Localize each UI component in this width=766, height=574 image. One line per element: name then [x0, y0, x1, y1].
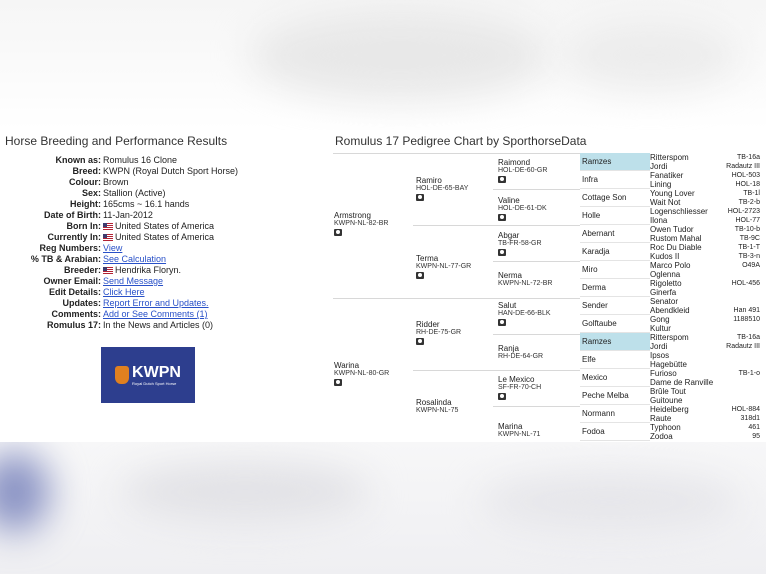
- pedigree-gen5-row: [650, 234, 760, 243]
- photo-icon[interactable]: [334, 229, 342, 236]
- pedigree-gen5-row: [650, 432, 760, 441]
- pedigree-gen4-cell[interactable]: Elfe: [580, 351, 650, 369]
- pedigree-gen5-row: [650, 270, 760, 279]
- info-row: [0, 309, 330, 320]
- info-label: Height:: [70, 199, 101, 209]
- info-link[interactable]: Send Message: [103, 276, 164, 286]
- info-value: United States of America: [115, 221, 215, 231]
- pedigree-gen5-row: [650, 198, 760, 207]
- info-label: Breeder:: [63, 265, 101, 275]
- pedigree-gen5-name[interactable]: Senator: [650, 297, 679, 306]
- info-label: Currently In:: [47, 232, 101, 242]
- info-label: Date of Birth:: [44, 210, 101, 220]
- pedigree-gen5-row: [650, 189, 760, 198]
- info-row: [0, 221, 330, 232]
- info-value-cell: [103, 265, 181, 276]
- blurred-background-bottom: [0, 442, 766, 574]
- pedigree-gen5-name[interactable]: Young Lover: [650, 189, 695, 198]
- pedigree-gen4-cell[interactable]: Normann: [580, 405, 650, 423]
- pedigree-horse-name[interactable]: Valine: [498, 196, 520, 205]
- pedigree-gen5-reg: O49A: [742, 262, 760, 269]
- pedigree-registration: TB-FR-58-GR: [498, 240, 542, 247]
- info-value-cell: [103, 155, 177, 166]
- info-value: Brown: [103, 177, 129, 187]
- divider-line: [493, 261, 580, 262]
- logo-text: KWPN: [132, 363, 181, 381]
- pedigree-gen4-cell[interactable]: Golftaube: [580, 315, 650, 333]
- pedigree-horse-name[interactable]: Terma: [416, 254, 439, 263]
- pedigree-gen5-reg: HOL-18: [735, 181, 760, 188]
- info-row: [0, 243, 330, 254]
- pedigree-gen5-row: [650, 288, 760, 297]
- pedigree-gen5-reg: HOL-2723: [727, 208, 760, 215]
- pedigree-gen5-name[interactable]: Brûle Tout: [650, 387, 686, 396]
- info-label: Edit Details:: [48, 287, 101, 297]
- pedigree-registration: KWPN-NL-75: [416, 407, 459, 414]
- blurred-background-top: [0, 0, 766, 130]
- pedigree-gen5-row: [650, 162, 760, 171]
- photo-icon[interactable]: [416, 194, 424, 201]
- pedigree-gen5-row: [650, 225, 760, 234]
- info-value-cell: [103, 188, 166, 199]
- pedigree-registration: HOL-DE-65-BAY: [416, 185, 469, 192]
- info-row: [0, 320, 330, 331]
- info-row: [0, 210, 330, 221]
- info-link[interactable]: View: [103, 243, 123, 253]
- pedigree-gen5-name[interactable]: Owen Tudor: [650, 225, 694, 234]
- pedigree-gen5-name[interactable]: Rustom Mahal: [650, 234, 702, 243]
- pedigree-gen5-row: [650, 315, 760, 324]
- info-label: Comments:: [51, 309, 101, 319]
- pedigree-gen5-row: [650, 351, 760, 360]
- pedigree-registration: SF-FR-70-CH: [498, 384, 542, 391]
- pedigree-gen5-reg: 318d1: [740, 415, 760, 422]
- pedigree-horse-name[interactable]: Le Mexico: [498, 375, 535, 384]
- pedigree-gen4-cell[interactable]: Holle: [580, 207, 650, 225]
- pedigree-gen5-reg: TB-1l: [743, 190, 760, 197]
- pedigree-gen5-reg: TB-1-o: [738, 370, 760, 377]
- logo-subtext: Royal Dutch Sport Horse: [132, 380, 177, 386]
- pedigree-gen5-row: [650, 297, 760, 306]
- info-value-cell: [103, 177, 129, 188]
- pedigree-registration: KWPN-NL-80-GR: [334, 370, 390, 377]
- info-value-cell: [103, 210, 153, 221]
- pedigree-gen4-cell[interactable]: Miro: [580, 261, 650, 279]
- pedigree-horse-name[interactable]: Rosalinda: [416, 398, 452, 407]
- pedigree-gen4-cell[interactable]: Cottage Son: [580, 189, 650, 207]
- screenshot-main: [0, 130, 766, 442]
- info-value: 165cms ~ 16.1 hands: [103, 199, 190, 209]
- pedigree-gen5-name[interactable]: Guitoune: [650, 396, 683, 405]
- lion-crest-icon: [115, 366, 129, 384]
- pedigree-gen5-reg: 95: [752, 433, 760, 440]
- photo-icon[interactable]: [416, 338, 424, 345]
- info-value-cell: [103, 232, 214, 243]
- pedigree-gen5-reg: TB-16a: [737, 154, 760, 161]
- info-value-cell: [103, 320, 213, 331]
- pedigree-gen5-row: [650, 306, 760, 315]
- info-value-cell: [103, 243, 122, 254]
- pedigree-horse-name[interactable]: Armstrong: [334, 211, 371, 220]
- pedigree-registration: KWPN-NL-82-BR: [334, 220, 389, 227]
- us-flag-icon: [103, 267, 113, 274]
- pedigree-gen5-row: [650, 207, 760, 216]
- us-flag-icon: [103, 234, 113, 241]
- pedigree-gen5-name[interactable]: Furioso: [650, 369, 677, 378]
- info-label: Breed:: [72, 166, 101, 176]
- info-link[interactable]: Add or See Comments (1): [103, 309, 208, 319]
- pedigree-gen5-row: [650, 387, 760, 396]
- divider-line: [413, 225, 580, 226]
- pedigree-registration: KWPN-NL-77-GR: [416, 263, 472, 270]
- divider-line: [413, 370, 580, 371]
- pedigree-gen5-row: [650, 342, 760, 351]
- info-row: [0, 177, 330, 188]
- pedigree-gen5-name[interactable]: Marco Polo: [650, 261, 691, 270]
- info-value: United States of America: [115, 232, 215, 242]
- photo-icon[interactable]: [498, 319, 506, 326]
- pedigree-title: Romulus 17 Pedigree Chart by SporthorseData: [335, 134, 587, 148]
- pedigree-gen5-name[interactable]: Fanatiker: [650, 171, 684, 180]
- info-value-cell: [103, 287, 145, 298]
- pedigree-gen4-cell[interactable]: Ramzes: [580, 333, 650, 351]
- pedigree-gen5-reg: Radautz III: [726, 163, 760, 170]
- pedigree-gen5-name[interactable]: Ilona: [650, 216, 668, 225]
- divider-line: [493, 334, 580, 335]
- pedigree-horse-name[interactable]: Ridder: [416, 320, 440, 329]
- pedigree-gen4-cell[interactable]: Ramzes: [580, 153, 650, 171]
- pedigree-horse-name[interactable]: Warina: [334, 361, 360, 370]
- pedigree-gen5-name[interactable]: Heidelberg: [650, 405, 689, 414]
- pedigree-gen5-name[interactable]: Kudos II: [650, 252, 680, 261]
- pedigree-gen5-name[interactable]: Zodoa: [650, 432, 673, 441]
- info-label: Romulus 17:: [46, 320, 101, 330]
- pedigree-gen5-row: [650, 153, 760, 162]
- pedigree-gen5-row: [650, 423, 760, 432]
- us-flag-icon: [103, 223, 113, 230]
- pedigree-gen5-reg: TB-10-b: [734, 226, 760, 233]
- pedigree-gen5-reg: Han 491: [733, 307, 760, 314]
- pedigree-gen5-name[interactable]: Logenschliesser: [650, 207, 708, 216]
- info-row: [0, 276, 330, 287]
- divider-line: [493, 189, 580, 190]
- pedigree-registration: HOL-DE-61-DK: [498, 205, 547, 212]
- pedigree-gen5-reg: TB-1-T: [738, 244, 760, 251]
- pedigree-gen5-name[interactable]: Raute: [650, 414, 672, 423]
- pedigree-gen5-reg: 461: [748, 424, 760, 431]
- pedigree-gen5-name[interactable]: Oglenna: [650, 270, 681, 279]
- pedigree-gen5-reg: HOL-456: [731, 280, 760, 287]
- info-link[interactable]: See Calculation: [103, 254, 167, 264]
- pedigree-gen5-row: [650, 396, 760, 405]
- pedigree-horse-name[interactable]: Nerma: [498, 271, 523, 280]
- pedigree-gen5-name[interactable]: Jordi: [650, 162, 668, 171]
- pedigree-gen5-row: [650, 360, 760, 369]
- pedigree-gen5-name[interactable]: Roc Du Diable: [650, 243, 702, 252]
- info-value-cell: [103, 254, 166, 265]
- info-value: Stallion (Active): [103, 188, 166, 198]
- info-row: [0, 232, 330, 243]
- pedigree-gen4-cell[interactable]: Abernant: [580, 225, 650, 243]
- pedigree-registration: RH-DE-64-GR: [498, 353, 544, 360]
- pedigree-gen5-reg: TB-16a: [737, 334, 760, 341]
- photo-icon[interactable]: [416, 272, 424, 279]
- info-row: [0, 199, 330, 210]
- pedigree-gen4-cell[interactable]: Infra: [580, 171, 650, 189]
- info-value: Hendrika Floryn.: [115, 265, 182, 275]
- info-value-cell: [103, 298, 209, 309]
- pedigree-horse-name[interactable]: Abgar: [498, 231, 520, 240]
- pedigree-gen5-name[interactable]: Lining: [650, 180, 672, 189]
- pedigree-gen4-cell[interactable]: Fodoa: [580, 423, 650, 441]
- pedigree-gen5-name[interactable]: Ginerfa: [650, 288, 677, 297]
- pedigree-gen5-reg: 1188510: [733, 316, 760, 323]
- info-value: 11-Jan-2012: [103, 210, 153, 220]
- info-value-cell: [103, 309, 208, 320]
- pedigree-gen5-name[interactable]: Dame de Ranville: [650, 378, 714, 387]
- pedigree-gen5-name[interactable]: Rigoletto: [650, 279, 682, 288]
- divider-line: [333, 298, 580, 299]
- pedigree-gen5-reg: TB-2-b: [738, 199, 760, 206]
- pedigree-gen5-row: [650, 261, 760, 270]
- pedigree-gen5-name[interactable]: Ritterspom: [650, 153, 689, 162]
- pedigree-registration: HOL-DE-60-GR: [498, 167, 548, 174]
- horse-info-table: [0, 155, 330, 331]
- info-link[interactable]: Report Error and Updates.: [103, 298, 209, 308]
- info-row: [0, 254, 330, 265]
- pedigree-gen5-reg: TB-9C: [739, 235, 760, 242]
- pedigree-gen5-reg: HOL-884: [731, 406, 760, 413]
- pedigree-gen4-cell[interactable]: Karadja: [580, 243, 650, 261]
- pedigree-gen5-name[interactable]: Gong: [650, 315, 670, 324]
- pedigree-gen4-cell[interactable]: Derma: [580, 279, 650, 297]
- pedigree-gen4-cell[interactable]: Mexico: [580, 369, 650, 387]
- pedigree-gen5-name[interactable]: Ritterspom: [650, 333, 689, 342]
- pedigree-gen5-row: [650, 324, 760, 333]
- info-label: Sex:: [81, 188, 101, 198]
- pedigree-gen5-row: [650, 171, 760, 180]
- pedigree-gen5-row: [650, 252, 760, 261]
- pedigree-registration: KWPN-NL-71: [498, 431, 541, 438]
- pedigree-horse-name[interactable]: Ramiro: [416, 176, 442, 185]
- info-value: KWPN (Royal Dutch Sport Horse): [103, 166, 239, 176]
- divider-line: [493, 406, 580, 407]
- info-link[interactable]: Click Here: [103, 287, 145, 297]
- pedigree-gen5-name[interactable]: Jordi: [650, 342, 668, 351]
- divider-line: [333, 153, 580, 154]
- pedigree-gen5-row: [650, 378, 760, 387]
- info-value: In the News and Articles (0): [103, 320, 214, 330]
- info-value-cell: [103, 199, 189, 210]
- photo-icon[interactable]: [498, 214, 506, 221]
- pedigree-horse-name[interactable]: Raimond: [498, 158, 531, 167]
- info-row: [0, 155, 330, 166]
- photo-icon[interactable]: [334, 379, 342, 386]
- info-label: Colour:: [69, 177, 101, 187]
- pedigree-gen5-name[interactable]: Ipsos: [650, 351, 670, 360]
- pedigree-gen5-name[interactable]: Wait Not: [650, 198, 681, 207]
- kwpn-logo: [101, 347, 195, 403]
- pedigree-gen5-reg: TB-3-n: [738, 253, 760, 260]
- photo-icon[interactable]: [498, 393, 506, 400]
- pedigree-gen5-reg: HOL-77: [735, 217, 760, 224]
- pedigree-gen5-reg: HOL-503: [731, 172, 760, 179]
- info-value-cell: [103, 276, 163, 287]
- info-row: [0, 188, 330, 199]
- info-row: [0, 287, 330, 298]
- info-value-cell: [103, 166, 238, 177]
- info-value-cell: [103, 221, 214, 232]
- pedigree-horse-name[interactable]: Salut: [498, 301, 517, 310]
- pedigree-gen5-reg: Radautz III: [726, 343, 760, 350]
- info-label: Born In:: [66, 221, 101, 231]
- info-label: Known as:: [55, 155, 101, 165]
- pedigree-gen5-name[interactable]: Kultur: [650, 324, 671, 333]
- pedigree-registration: KWPN-NL-72-BR: [498, 280, 553, 287]
- pedigree-horse-name[interactable]: Marina: [498, 422, 523, 431]
- pedigree-horse-name[interactable]: Ranja: [498, 344, 519, 353]
- pedigree-gen5-row: [650, 243, 760, 252]
- pedigree-registration: HAN-DE-66-BLK: [498, 310, 551, 317]
- pedigree-gen4-cell[interactable]: Peche Melba: [580, 387, 650, 405]
- pedigree-gen5-name[interactable]: Hagebütte: [650, 360, 687, 369]
- pedigree-gen5-name[interactable]: Typhoon: [650, 423, 681, 432]
- info-label: Owner Email:: [43, 276, 101, 286]
- pedigree-chart: [333, 153, 766, 442]
- pedigree-gen5-name[interactable]: Abendkleid: [650, 306, 690, 315]
- photo-icon[interactable]: [498, 176, 506, 183]
- info-row: [0, 298, 330, 309]
- pedigree-gen5-row: [650, 414, 760, 423]
- info-label: Updates:: [62, 298, 101, 308]
- pedigree-gen5-row: [650, 279, 760, 288]
- pedigree-gen5-row: [650, 333, 760, 342]
- pedigree-gen5-row: [650, 369, 760, 378]
- info-title: Horse Breeding and Performance Results: [5, 134, 228, 148]
- info-label: % TB & Arabian:: [30, 254, 101, 264]
- photo-icon[interactable]: [498, 249, 506, 256]
- info-row: [0, 265, 330, 276]
- info-row: [0, 166, 330, 177]
- pedigree-gen5-row: [650, 216, 760, 225]
- pedigree-gen5-row: [650, 180, 760, 189]
- info-value: Romulus 16 Clone: [103, 155, 178, 165]
- info-label: Reg Numbers:: [39, 243, 101, 253]
- pedigree-gen4-cell[interactable]: Sender: [580, 297, 650, 315]
- pedigree-registration: RH-DE-75-GR: [416, 329, 462, 336]
- pedigree-gen5-row: [650, 405, 760, 414]
